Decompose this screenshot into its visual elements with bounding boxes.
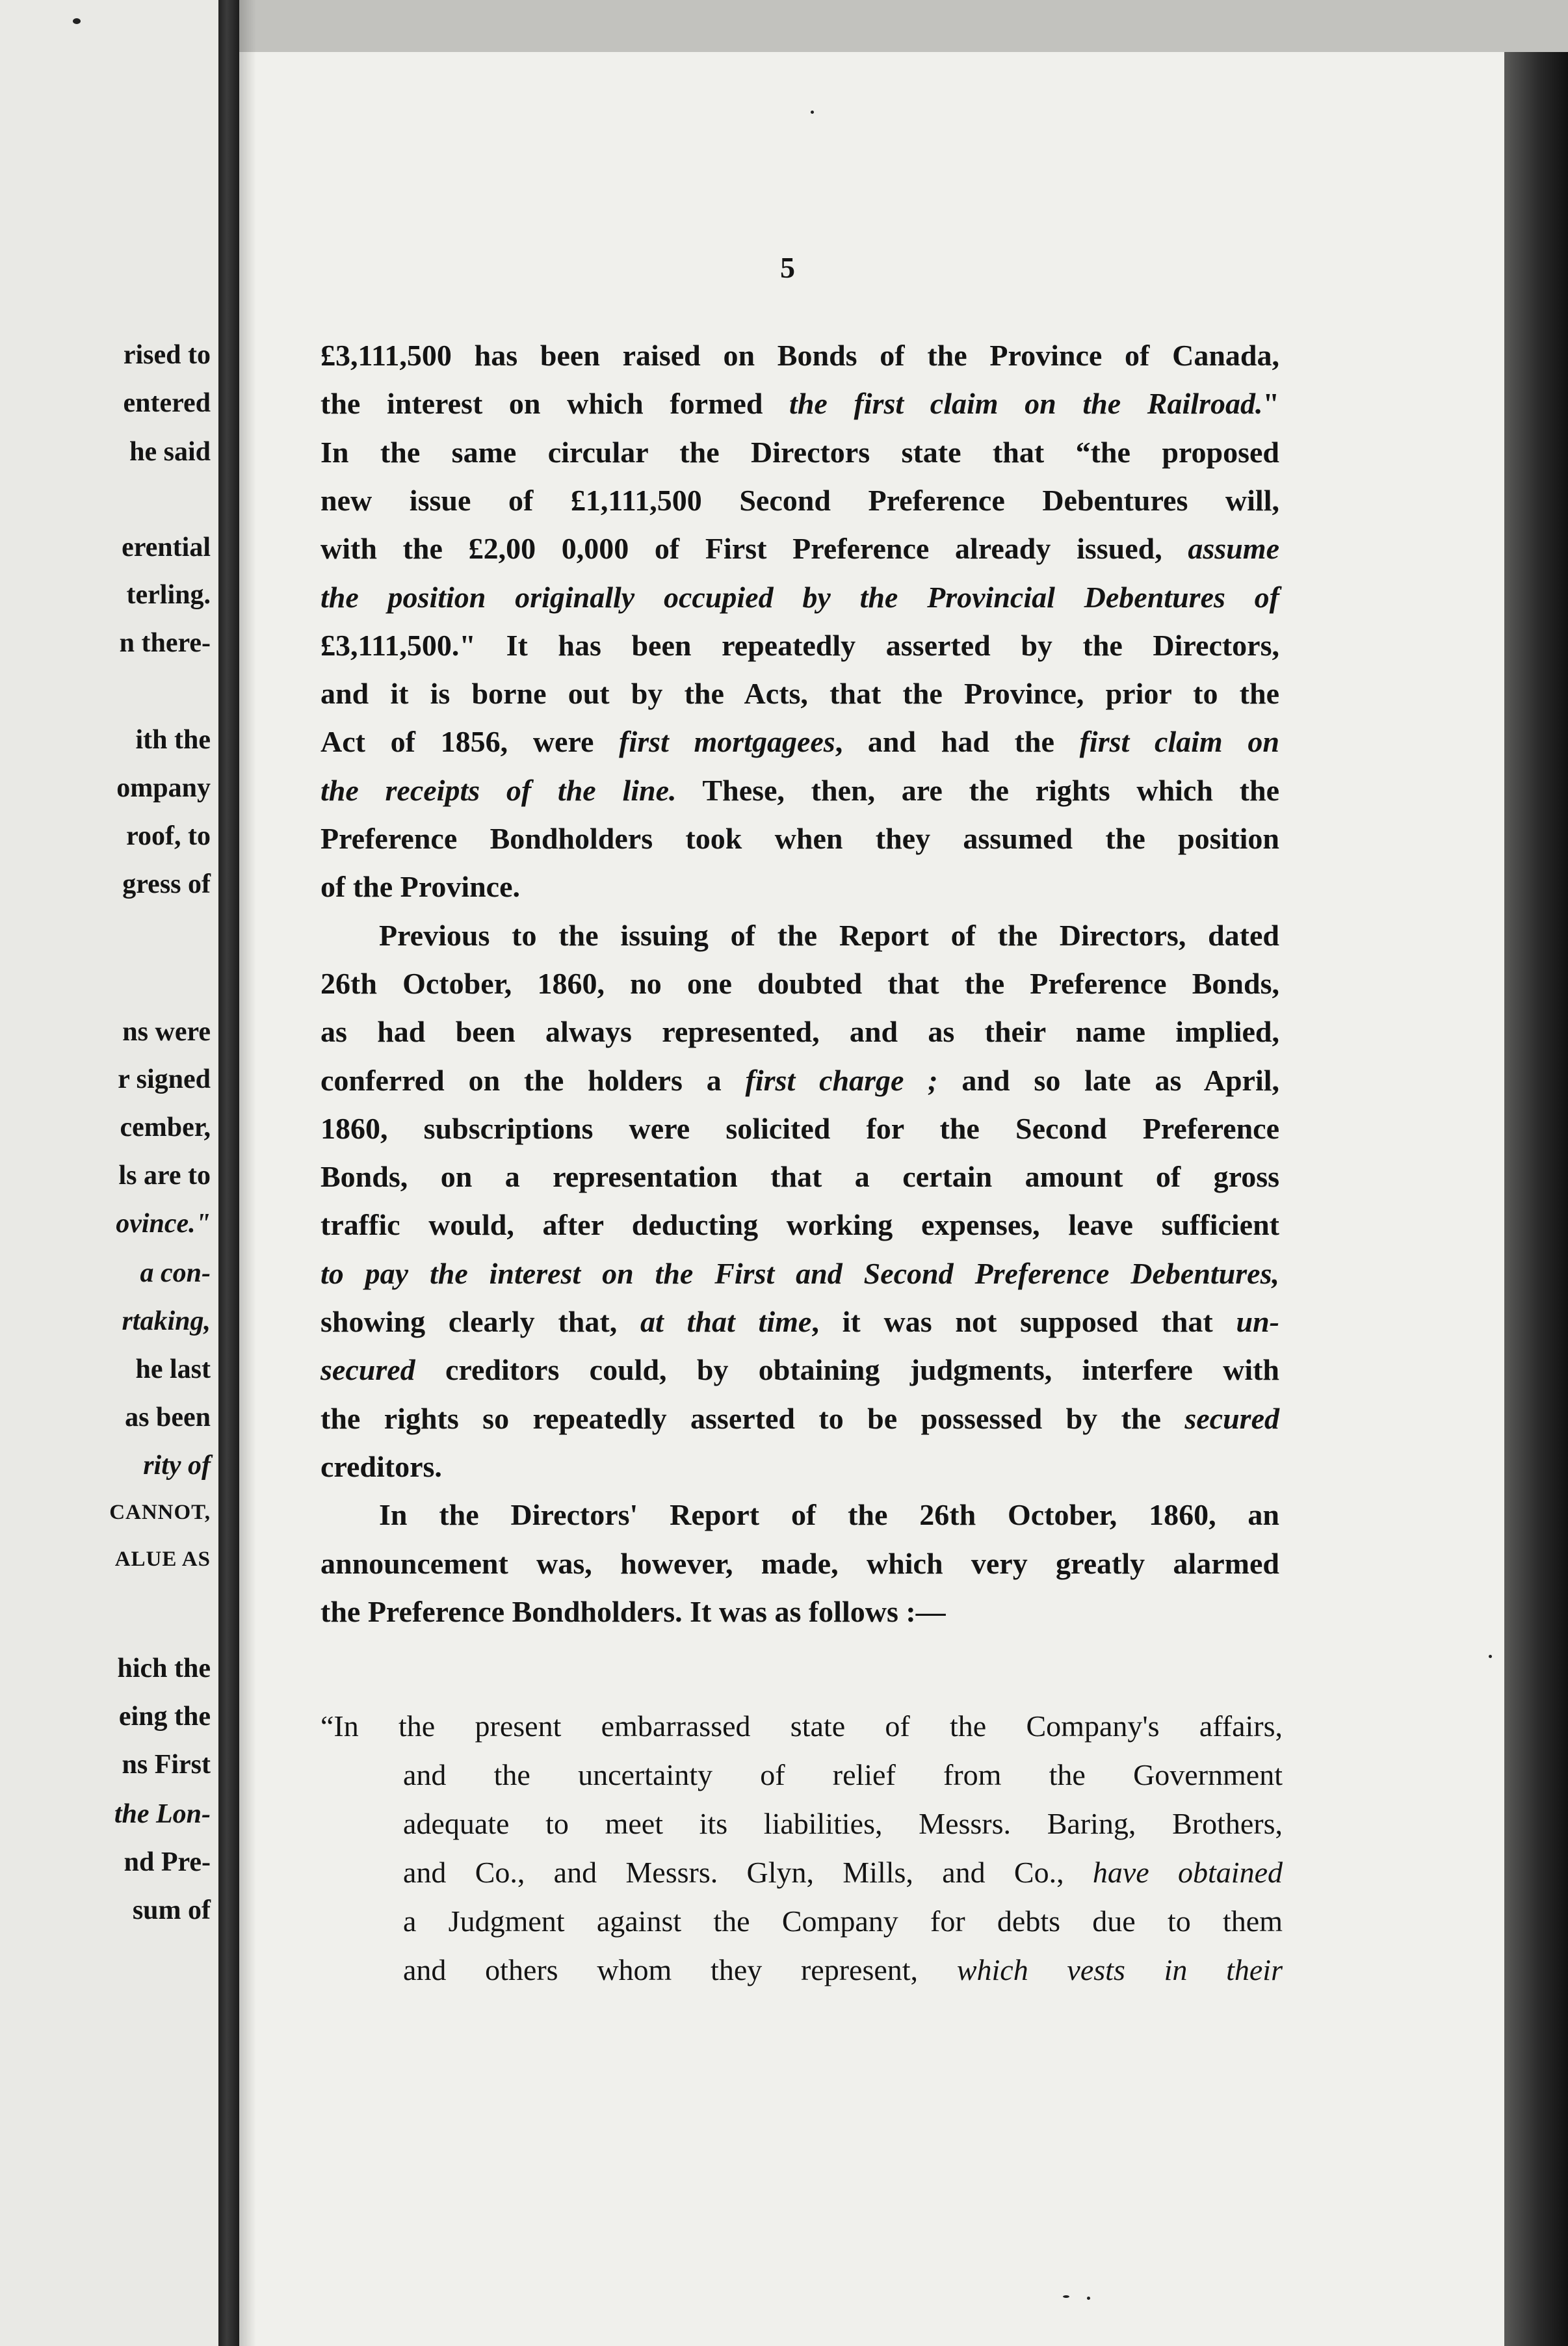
facing-page-fragment: a con- <box>140 1258 211 1288</box>
facing-page-fragment: rised to <box>123 340 211 370</box>
text-run: first claim on <box>1079 725 1279 759</box>
facing-page <box>0 0 218 2346</box>
text-run: announcement was, however, made, which very greatly alarmed <box>320 1546 1279 1580</box>
facing-page-fragment: ompany <box>116 773 211 803</box>
text-run: un- <box>1236 1305 1279 1338</box>
facing-page-fragment: terling. <box>126 580 211 610</box>
quote-line <box>320 1702 1283 1750</box>
text-run: creditors could, by obtaining judgments, interfere with <box>415 1353 1279 1387</box>
body-line <box>320 1105 1279 1153</box>
scan-speck <box>73 18 81 24</box>
text-run: Preference Bondholders took when they assumed the position <box>320 822 1279 855</box>
gutter-shadow <box>239 0 256 2346</box>
facing-page-fragment: gress of <box>122 869 211 899</box>
quote-line <box>403 1897 1283 1945</box>
text-run: £3,111,500." It has been repeatedly asserted by the Directors, <box>320 628 1279 662</box>
text-run: Previous to the issuing of the Report of the Directors, dated <box>379 918 1279 952</box>
body-line <box>320 622 1279 670</box>
body-line <box>320 525 1279 573</box>
body-line <box>320 1298 1279 1346</box>
text-run: Act of 1856, were <box>320 725 620 759</box>
text-run: and Co., and Messrs. Glyn, Mills, and Co., <box>403 1856 1093 1889</box>
facing-page-fragment: he last <box>135 1354 211 1384</box>
text-run: and so late as April, <box>937 1063 1280 1097</box>
text-run: secured <box>320 1353 415 1387</box>
body-line <box>320 670 1279 718</box>
body-line <box>320 477 1279 525</box>
text-run: These, then, are the rights which the <box>676 773 1279 807</box>
scan-speck <box>1063 2295 1069 2298</box>
facing-page-fragment: the Lon- <box>114 1799 211 1829</box>
text-run: Bonds, on a representation that a certain amount of gross <box>320 1160 1279 1194</box>
body-line <box>320 1057 1279 1105</box>
facing-page-fragment: eing the <box>118 1702 211 1732</box>
text-run: In the Directors' Report of the 26th October, 1860, an <box>379 1498 1279 1532</box>
facing-page-fragment: n there- <box>119 628 211 658</box>
text-run: the rights so repeatedly asserted to be possessed by the <box>320 1401 1185 1435</box>
text-run: as had been always represented, and as their name implied, <box>320 1015 1279 1049</box>
facing-page-fragment: erential <box>122 533 211 562</box>
facing-page-fragment: hich the <box>117 1654 211 1683</box>
facing-page-fragment: ovince." <box>116 1209 211 1239</box>
facing-page-fragment: roof, to <box>126 821 211 851</box>
text-run: £3,111,500 has been raised on Bonds of the Province of Canada, <box>320 339 1279 372</box>
text-run: new issue of £1,111,500 Second Preference Debentures will, <box>320 483 1279 517</box>
text-run: of the Province. <box>320 870 521 904</box>
body-line <box>320 767 1279 815</box>
text-run: assume <box>1188 532 1279 566</box>
body-line <box>320 1250 1279 1298</box>
text-run: “In the present embarrassed state of the Company's affairs, <box>320 1709 1283 1743</box>
body-line <box>320 960 1279 1008</box>
text-run: " <box>1262 387 1280 421</box>
text-run: secured <box>1184 1401 1279 1435</box>
book-gutter <box>218 0 239 2346</box>
text-run: and it is borne out by the Acts, that the Province, prior to the <box>320 677 1279 711</box>
quote-line <box>403 1751 1283 1799</box>
text-run: and others whom they represent, <box>403 1953 957 1986</box>
facing-page-fragment: ns First <box>122 1750 211 1780</box>
body-line <box>320 1491 1279 1539</box>
body-line <box>320 1540 1279 1588</box>
text-run: the receipts of the line. <box>320 773 677 807</box>
text-run: showing clearly that, <box>320 1305 641 1338</box>
facing-page-fragment: ith the <box>135 725 211 755</box>
text-run: to pay the interest on the First and Second Preference Debentures, <box>320 1256 1279 1290</box>
body-line <box>320 1443 1279 1491</box>
body-line <box>320 380 1279 428</box>
facing-page-fragment: cember, <box>120 1113 211 1142</box>
body-line <box>320 863 1279 911</box>
scan-speck <box>1489 1655 1492 1658</box>
text-run: traffic would, after deducting working expenses, leave sufficient <box>320 1208 1279 1242</box>
facing-page-fragment: ls are to <box>118 1161 211 1191</box>
facing-page-fragment: ALUE AS <box>114 1548 211 1571</box>
facing-page-fragment: CANNOT, <box>109 1501 211 1524</box>
scan-top-margin <box>239 0 1568 52</box>
quote-line <box>403 1800 1283 1848</box>
text-run: which vests in their <box>956 1953 1283 1986</box>
text-run: a Judgment against the Company for debts due to them <box>403 1904 1283 1938</box>
body-line <box>320 1395 1279 1443</box>
page-edge-shadow <box>1504 52 1568 2346</box>
body-line <box>320 718 1279 766</box>
facing-page-fragment: as been <box>125 1403 211 1432</box>
text-run: with the £2,00 0,000 of First Preference already issued, <box>320 532 1188 566</box>
body-line <box>320 1201 1279 1249</box>
facing-page-fragment: he said <box>129 437 211 467</box>
facing-page-fragment: rity of <box>143 1451 211 1481</box>
text-run: In the same circular the Directors state that “the proposed <box>320 435 1279 469</box>
facing-page-fragment: ns were <box>122 1017 211 1047</box>
facing-page-fragment: nd Pre- <box>124 1847 211 1877</box>
page-number: 5 <box>780 251 795 284</box>
body-line <box>320 1588 1279 1636</box>
text-run: 26th October, 1860, no one doubted that the Preference Bonds, <box>320 966 1279 1000</box>
text-run: first charge ; <box>745 1063 938 1097</box>
quote-line <box>403 1849 1283 1897</box>
text-run: , it was not supposed that <box>811 1305 1236 1338</box>
text-run: adequate to meet its liabilities, Messrs. Baring, Brothers, <box>403 1807 1283 1840</box>
text-run: 1860, subscriptions were solicited for the Second Preference <box>320 1111 1279 1145</box>
text-run: first mortgagees <box>619 725 835 759</box>
text-run: conferred on the holders a <box>320 1063 746 1097</box>
text-run: the interest on which formed <box>320 387 790 421</box>
facing-page-fragment: r signed <box>118 1064 211 1094</box>
quote-line <box>403 1946 1283 1994</box>
scan-speck <box>811 111 814 114</box>
body-line <box>320 332 1279 380</box>
facing-page-fragment: entered <box>123 388 211 418</box>
body-line <box>320 912 1279 960</box>
body-line <box>320 1153 1279 1201</box>
facing-page-fragment: rtaking, <box>122 1306 211 1336</box>
body-line <box>320 1346 1279 1394</box>
scan-speck <box>1087 2297 1090 2300</box>
text-run: creditors. <box>320 1449 442 1483</box>
body-line <box>320 815 1279 863</box>
text-run: have obtained <box>1092 1856 1283 1889</box>
body-line <box>320 428 1279 477</box>
text-run: at that time <box>640 1305 812 1338</box>
text-run: and the uncertainty of relief from the Government <box>403 1758 1283 1791</box>
text-run: the Preference Bondholders. It was as follows :— <box>320 1594 946 1628</box>
body-line <box>320 573 1279 622</box>
facing-page-fragment: sum of <box>132 1895 211 1925</box>
text-run: the position originally occupied by the Provincial Debentures of <box>320 580 1279 614</box>
body-line <box>320 1008 1279 1056</box>
text-run: the first claim on the Railroad. <box>789 387 1263 421</box>
text-run: , and had the <box>835 725 1080 759</box>
